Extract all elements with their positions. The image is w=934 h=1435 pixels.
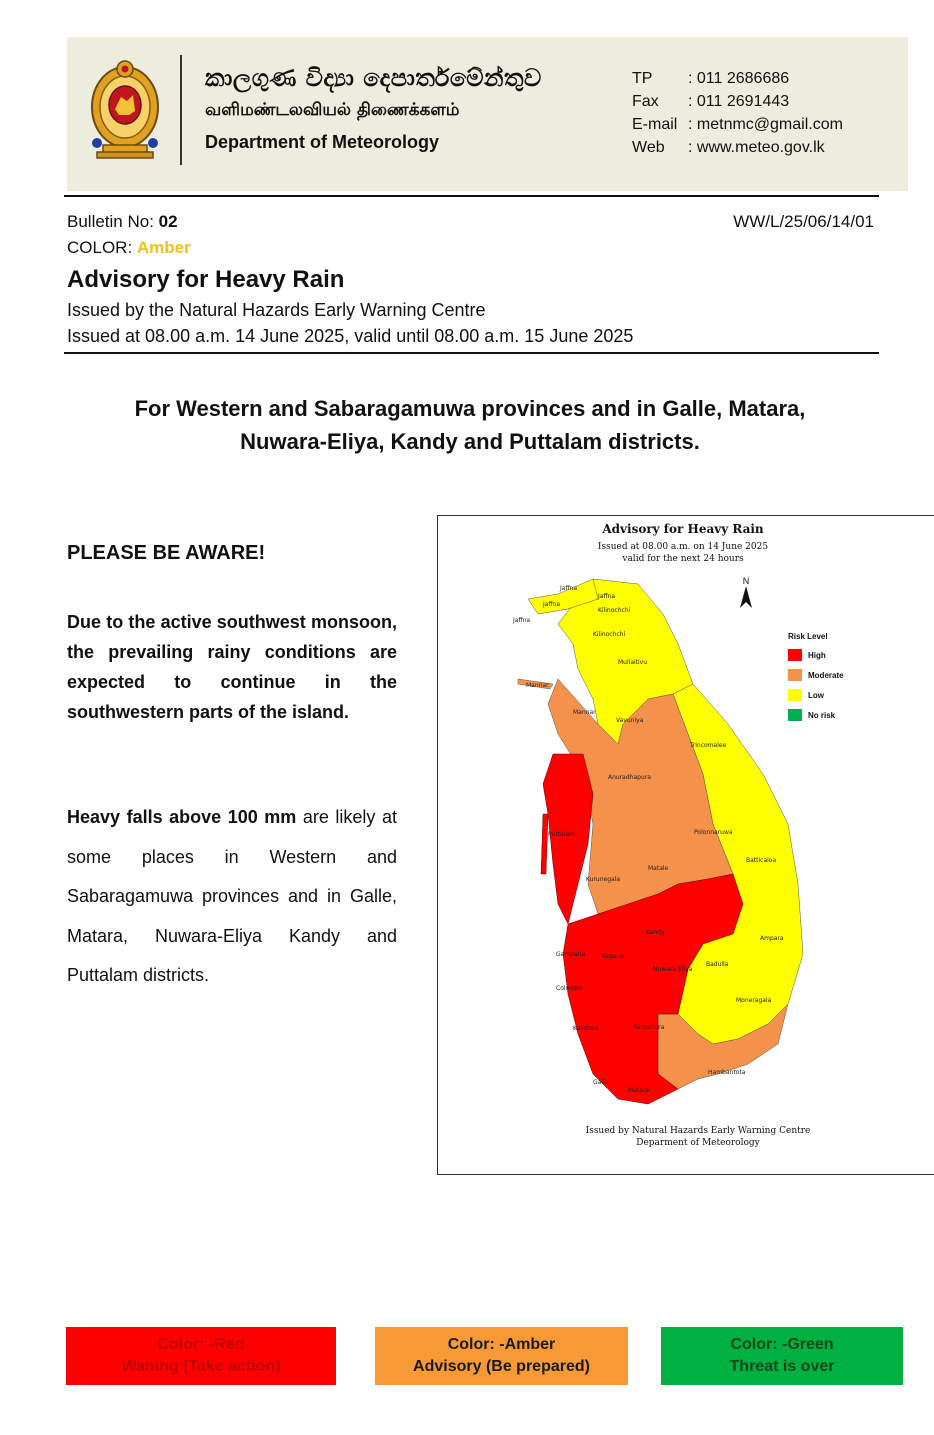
label-kurunegala: Kurunegala xyxy=(586,876,621,883)
affected-regions-heading: For Western and Sabaragamuwa provinces and in Galle, Matara, Nuwara-Eliya, Kandy and Puttalam districts. xyxy=(134,396,806,454)
contact-fax: Fax : 011 2691443 xyxy=(632,93,790,110)
map-issued: Issued at 08.00 a.m. on 14 June 2025 xyxy=(597,542,769,552)
sri-lanka-emblem-icon xyxy=(89,57,161,161)
label-galle: Galle xyxy=(593,1079,609,1086)
label-monaragala: Moneragala xyxy=(736,997,772,1004)
label-vavuniya: Vavuniya xyxy=(616,717,644,724)
label-ampara: Ampara xyxy=(760,935,784,942)
label-jaffna-3: Jaffna xyxy=(543,601,561,608)
heavy-falls-paragraph: Heavy falls above 100 mm are likely at some places in Western and Sabaragamuwa provinces and in Galle, Matara, Nuwara-Eliya Kandy and Puttalam districts. xyxy=(67,807,397,985)
advisory-title: Advisory for Heavy Rain xyxy=(67,266,345,293)
map-validity: valid for the next 24 hours xyxy=(622,554,744,564)
legend-swatch-no-risk xyxy=(788,709,802,721)
map-footer-issuer: Issued by Natural Hazards Early Warning Centre xyxy=(585,1126,811,1136)
org-name-tamil: வளிமண்டலவியல் திணைக்களம் xyxy=(205,100,460,120)
organization-names xyxy=(205,63,542,153)
risk-map xyxy=(437,515,934,1175)
label-nuwara-eliya: Nuwara Eliya xyxy=(653,966,693,973)
district-puttalam xyxy=(543,754,593,924)
label-kalutara: Kalutara xyxy=(573,1025,599,1032)
header-rule xyxy=(64,195,879,197)
org-name-sinhala: කාලගුණ විද්‍යා දෙපාර්තමේන්තුව xyxy=(205,63,542,92)
label-jaffna-1: Jaffna xyxy=(560,585,578,592)
label-matara: Matara xyxy=(628,1087,650,1094)
label-anuradhapura: Anuradhapura xyxy=(608,774,651,781)
sri-lanka-map xyxy=(498,574,818,1119)
org-name-english: Department of Meteorology xyxy=(205,132,440,152)
color-amber-label: Amber xyxy=(136,238,191,257)
contact-details xyxy=(632,67,843,159)
bulletin-color: COLOR: Amber xyxy=(67,238,191,257)
label-polonnaruwa: Polonnaruwa xyxy=(694,829,733,836)
map-footer-department: Deparment of Meteorology xyxy=(636,1138,760,1148)
label-mullaitivu: Mullaitivu xyxy=(618,659,648,666)
label-trincomalee: Trincomalee xyxy=(690,742,727,749)
color-box-amber: Color: -Amber Advisory (Be prepared) xyxy=(375,1327,628,1385)
map-title: Advisory for Heavy Rain xyxy=(602,522,764,536)
title-rule xyxy=(64,352,879,354)
label-colombo: Colombo xyxy=(556,985,583,992)
legend-no-risk: No risk xyxy=(788,709,844,721)
label-kilinochchi-1: Kilinochchi xyxy=(598,607,631,614)
contact-email: E-mail : metnmc@gmail.com xyxy=(632,116,843,133)
header-divider xyxy=(180,55,182,165)
issued-at: Issued at 08.00 a.m. 14 June 2025, valid until 08.00 a.m. 15 June 2025 xyxy=(67,326,634,346)
label-mannar-1: Mannar xyxy=(526,682,549,689)
legend-moderate: Moderate xyxy=(788,669,844,681)
label-kilinochchi-2: Kilinochchi xyxy=(593,631,626,638)
contact-web: Web : www.meteo.gov.lk xyxy=(632,139,825,156)
please-be-aware-heading: PLEASE BE AWARE! xyxy=(67,542,266,564)
label-matale: Matale xyxy=(648,865,669,872)
label-hambantota: Hambantota xyxy=(708,1069,746,1076)
label-batticaloa: Batticaloa xyxy=(746,857,777,864)
label-gampaha: Gampaha xyxy=(556,951,586,958)
north-arrow-icon: N xyxy=(738,576,754,612)
legend-low: Low xyxy=(788,689,844,701)
legend-swatch-high xyxy=(788,649,802,661)
monsoon-paragraph: Due to the active southwest monsoon, the prevailing rainy conditions are expected to continue in the southwestern parts of the island. xyxy=(67,612,397,722)
label-ratnapura: Ratnapura xyxy=(633,1024,665,1031)
letterhead xyxy=(67,37,908,191)
legend-high: High xyxy=(788,649,844,661)
issued-by: Issued by the Natural Hazards Early Warning Centre xyxy=(67,300,486,320)
label-mannar-2: Mannar xyxy=(573,709,596,716)
color-box-red: Color: -Red Waning (Take action) xyxy=(66,1327,336,1385)
label-jaffna-4: Jaffna xyxy=(513,617,531,624)
label-kandy: Kandy xyxy=(646,929,665,936)
label-jaffna-2: Jaffna xyxy=(598,593,616,600)
legend-swatch-moderate xyxy=(788,669,802,681)
label-kegalle: Kegalle xyxy=(602,953,624,960)
bulletin-reference: WW/L/25/06/14/01 xyxy=(733,212,874,231)
island-kalpitiya xyxy=(541,814,548,874)
contact-tp: TP : 011 2686686 xyxy=(632,70,790,87)
color-box-green: Color: -Green Threat is over xyxy=(661,1327,903,1385)
legend-title: Risk Level xyxy=(788,632,828,641)
risk-legend xyxy=(788,632,844,721)
label-badulla: Badulla xyxy=(706,961,729,968)
bulletin-number: Bulletin No: 02 xyxy=(67,212,178,231)
legend-swatch-low xyxy=(788,689,802,701)
label-puttalam: Puttalam xyxy=(548,831,575,838)
